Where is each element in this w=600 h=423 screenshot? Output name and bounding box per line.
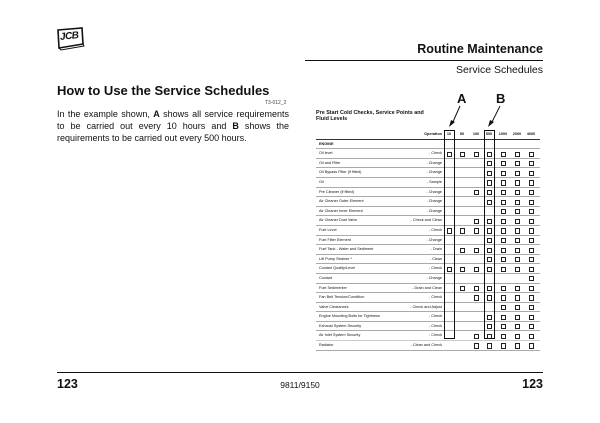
checkbox bbox=[460, 248, 465, 253]
row-name: Radiator bbox=[319, 343, 334, 348]
interval-header: 100 bbox=[472, 132, 480, 136]
table-section-row bbox=[316, 140, 540, 150]
row-operation: - Change bbox=[426, 237, 442, 242]
table-row bbox=[316, 293, 540, 303]
interval-header: 1000 bbox=[498, 132, 508, 136]
row-name: Oil Bypass Filter (if fitted) bbox=[319, 170, 362, 175]
checkbox bbox=[529, 209, 534, 214]
checkbox bbox=[515, 334, 520, 339]
checkbox bbox=[501, 295, 506, 300]
checkbox bbox=[515, 180, 520, 185]
checkbox bbox=[529, 171, 534, 176]
interval-header: 10 bbox=[446, 132, 452, 136]
table-row bbox=[316, 188, 540, 198]
checkbox bbox=[529, 305, 534, 310]
checkbox bbox=[501, 152, 506, 157]
row-operation: - Drain and Clean bbox=[412, 285, 442, 290]
row-name: Air Cleaner Dust Valve bbox=[319, 218, 358, 223]
checkbox bbox=[501, 238, 506, 243]
checkbox bbox=[474, 219, 479, 224]
paragraph-text-2: shows all service requirements to be carried out every 10 hours and bbox=[57, 109, 289, 132]
arrow-b-line bbox=[491, 106, 500, 124]
checkbox bbox=[474, 228, 479, 233]
table-row bbox=[316, 303, 540, 313]
checkbox bbox=[474, 248, 479, 253]
checkbox bbox=[515, 152, 520, 157]
checkbox bbox=[529, 315, 534, 320]
figure-bottom-rule bbox=[316, 340, 540, 341]
checkbox bbox=[501, 324, 506, 329]
checkbox bbox=[515, 295, 520, 300]
page-subtitle: Service Schedules bbox=[456, 64, 543, 76]
row-name: Air Cleaner Outer Element bbox=[319, 199, 364, 204]
row-operation: - Change bbox=[426, 275, 442, 280]
row-operation: - Change bbox=[426, 160, 442, 165]
checkbox bbox=[501, 200, 506, 205]
logo-text: JCB bbox=[59, 30, 80, 43]
checkbox bbox=[529, 286, 534, 291]
checkbox bbox=[474, 334, 479, 339]
row-name: Valve Clearances bbox=[319, 304, 349, 309]
row-name: Engine Mounting Bolts for Tightness bbox=[319, 314, 380, 319]
row-name: Air Inlet System Security bbox=[319, 333, 361, 338]
table-row bbox=[316, 159, 540, 169]
checkbox bbox=[515, 305, 520, 310]
table-row bbox=[316, 149, 540, 159]
row-name: Fan Belt Tension/Condition bbox=[319, 295, 365, 300]
checkbox bbox=[515, 161, 520, 166]
checkbox bbox=[529, 248, 534, 253]
checkbox bbox=[529, 257, 534, 262]
table-row bbox=[316, 341, 540, 351]
page-title: Routine Maintenance bbox=[417, 42, 543, 56]
checkbox bbox=[515, 190, 520, 195]
row-operation: - Check bbox=[428, 227, 442, 232]
section-label: ENGINE bbox=[319, 141, 334, 146]
paragraph-text-1: In the example shown, bbox=[57, 109, 154, 119]
row-name: Coolant Quality/Level bbox=[319, 266, 356, 271]
checkbox bbox=[460, 286, 465, 291]
row-name: Lift Pump Strainer * bbox=[319, 256, 352, 261]
checkbox bbox=[529, 161, 534, 166]
table-row bbox=[316, 274, 540, 284]
checkbox bbox=[501, 334, 506, 339]
checkbox bbox=[515, 267, 520, 272]
checkbox bbox=[501, 267, 506, 272]
checkbox bbox=[474, 286, 479, 291]
checkbox bbox=[515, 343, 520, 348]
row-name: Air Cleaner Inner Element bbox=[319, 208, 363, 213]
checkbox bbox=[515, 209, 520, 214]
checkbox bbox=[460, 152, 465, 157]
checkbox bbox=[515, 219, 520, 224]
row-name: Oil level bbox=[319, 151, 333, 156]
checkbox bbox=[460, 267, 465, 272]
table-row bbox=[316, 312, 540, 322]
checkbox bbox=[501, 248, 506, 253]
jcb-logo bbox=[55, 27, 85, 51]
row-name: Fuel Tank - Water and Sediment bbox=[319, 247, 374, 252]
table-row bbox=[316, 178, 540, 188]
checkbox bbox=[501, 286, 506, 291]
section-title: How to Use the Service Schedules bbox=[57, 83, 270, 98]
row-operation: - Clean bbox=[429, 256, 442, 261]
table-row bbox=[316, 168, 540, 178]
checkbox bbox=[529, 276, 534, 281]
page-number-right: 123 bbox=[522, 377, 543, 391]
checkbox bbox=[529, 238, 534, 243]
table-row bbox=[316, 322, 540, 332]
checkbox bbox=[529, 343, 534, 348]
row-operation: - Check bbox=[428, 333, 442, 338]
table-row bbox=[316, 226, 540, 236]
checkbox bbox=[460, 228, 465, 233]
checkbox bbox=[529, 219, 534, 224]
row-name: Oil and Filter bbox=[319, 160, 341, 165]
table-row bbox=[316, 236, 540, 246]
row-operation: - Change bbox=[426, 189, 442, 194]
checkbox bbox=[501, 171, 506, 176]
interval-header: 500 bbox=[485, 132, 493, 136]
checkbox bbox=[515, 257, 520, 262]
interval-header: 2000 bbox=[512, 132, 522, 136]
row-operation: - Clean and Check bbox=[410, 343, 442, 348]
checkbox bbox=[529, 190, 534, 195]
paragraph-bold-b: B bbox=[232, 121, 239, 132]
row-name: Fuel Filter Element bbox=[319, 237, 351, 242]
row-operation: - Check and Clean bbox=[410, 218, 442, 223]
checkbox bbox=[474, 295, 479, 300]
table-row bbox=[316, 245, 540, 255]
row-operation: - Check bbox=[428, 295, 442, 300]
document-number: 9811/9150 bbox=[280, 380, 320, 390]
checkbox bbox=[474, 343, 479, 348]
table-row bbox=[316, 255, 540, 265]
row-operation: - Change bbox=[426, 199, 442, 204]
checkbox bbox=[529, 267, 534, 272]
table-row bbox=[316, 207, 540, 217]
checkbox bbox=[501, 209, 506, 214]
table-row bbox=[316, 216, 540, 226]
table-title: Pre Start Cold Checks, Service Points and Fluid Levels bbox=[316, 110, 424, 123]
footer-rule bbox=[57, 372, 543, 373]
checkbox bbox=[501, 219, 506, 224]
arrow-a-head bbox=[449, 120, 455, 127]
arrow-a-line bbox=[452, 106, 460, 124]
schedule-table bbox=[316, 130, 540, 351]
row-operation: - Change bbox=[426, 208, 442, 213]
checkbox bbox=[474, 190, 479, 195]
checkbox bbox=[515, 228, 520, 233]
checkbox bbox=[501, 343, 506, 348]
section-paragraph bbox=[57, 108, 289, 145]
checkbox bbox=[515, 286, 520, 291]
checkbox bbox=[501, 190, 506, 195]
checkbox bbox=[529, 295, 534, 300]
row-name: Exhaust System Security bbox=[319, 323, 362, 328]
row-operation: - Check and Adjust bbox=[410, 304, 442, 309]
highlight-column-b bbox=[484, 130, 495, 339]
checkbox bbox=[515, 171, 520, 176]
checkbox bbox=[515, 315, 520, 320]
table-row bbox=[316, 264, 540, 274]
row-operation: - Check bbox=[428, 314, 442, 319]
table-header-row bbox=[316, 130, 540, 140]
paragraph-text-3: shows the requirements to be carried out every 500 hours. bbox=[57, 121, 289, 144]
checkbox bbox=[501, 228, 506, 233]
checkbox bbox=[474, 267, 479, 272]
checkbox bbox=[501, 315, 506, 320]
checkbox bbox=[515, 200, 520, 205]
checkbox bbox=[515, 324, 520, 329]
row-operation: - Change bbox=[426, 170, 442, 175]
row-operation: - Sample bbox=[426, 179, 442, 184]
figure-ref: T3-012_2 bbox=[265, 100, 287, 106]
checkbox bbox=[515, 248, 520, 253]
callout-label-a: A bbox=[457, 91, 467, 106]
checkbox bbox=[515, 238, 520, 243]
interval-header: 50 bbox=[459, 132, 465, 136]
row-name: Fuel Level bbox=[319, 227, 337, 232]
paragraph-bold-a: A bbox=[153, 109, 160, 119]
callout-label-b: B bbox=[496, 91, 506, 106]
row-operation: - Drain bbox=[430, 247, 442, 252]
checkbox bbox=[529, 200, 534, 205]
checkbox bbox=[501, 305, 506, 310]
operation-header: Operation bbox=[424, 132, 442, 136]
row-name: Oil bbox=[319, 179, 324, 184]
arrow-b-head bbox=[488, 120, 494, 127]
interval-header: 4000 bbox=[526, 132, 536, 136]
checkbox bbox=[529, 152, 534, 157]
row-operation: - Check bbox=[428, 151, 442, 156]
row-name: Fuel Sedimenter bbox=[319, 285, 347, 290]
page-number-left: 123 bbox=[57, 377, 78, 391]
checkbox bbox=[529, 228, 534, 233]
highlight-column-a bbox=[444, 130, 455, 339]
checkbox bbox=[501, 180, 506, 185]
row-operation: - Check bbox=[428, 266, 442, 271]
row-name: Coolant bbox=[319, 275, 333, 280]
checkbox bbox=[529, 180, 534, 185]
checkbox bbox=[474, 152, 479, 157]
table-row bbox=[316, 284, 540, 294]
table-row bbox=[316, 197, 540, 207]
header-rule bbox=[305, 60, 543, 61]
row-operation: - Check bbox=[428, 323, 442, 328]
row-name: Pre Cleaner (if fitted) bbox=[319, 189, 355, 194]
checkbox bbox=[529, 324, 534, 329]
checkbox bbox=[487, 343, 492, 348]
checkbox bbox=[529, 334, 534, 339]
checkbox bbox=[501, 161, 506, 166]
checkbox bbox=[501, 257, 506, 262]
